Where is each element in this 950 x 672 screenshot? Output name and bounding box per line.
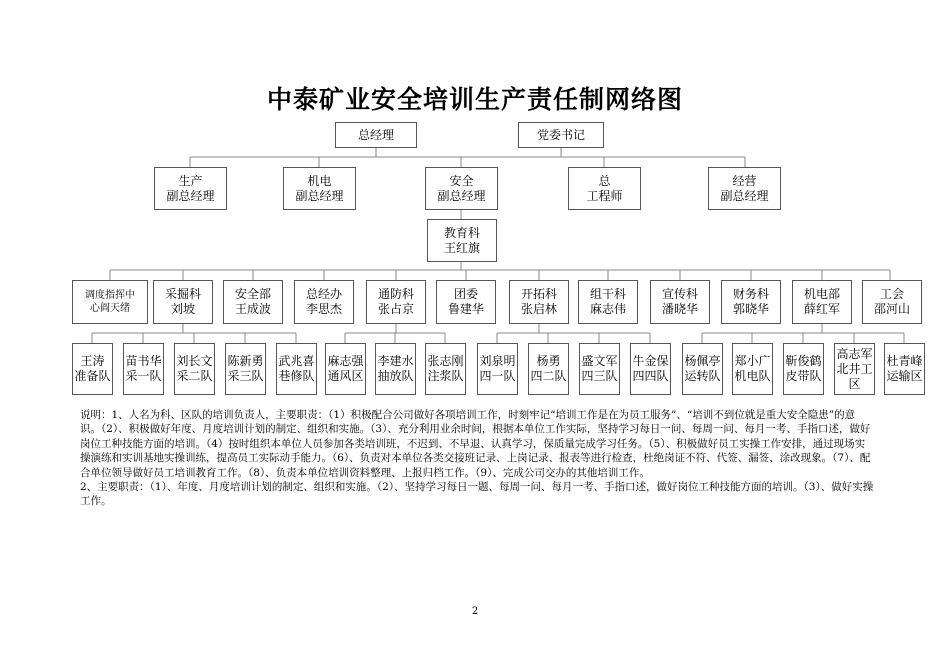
team-4-2: 杨勇 四二队 bbox=[528, 343, 569, 395]
team-grouting: 张志刚 注浆队 bbox=[425, 343, 466, 395]
team-ventilation-area: 麻志强 通风区 bbox=[325, 343, 366, 395]
dept-development: 开拓科 张启林 bbox=[509, 280, 569, 324]
team-roadway-repair: 武兆喜 巷修队 bbox=[276, 343, 317, 395]
description-text bbox=[80, 408, 875, 509]
node-party-secretary: 党委书记 bbox=[518, 122, 604, 148]
team-4-1: 刘泉明 四一队 bbox=[477, 343, 518, 395]
dept-ventilation: 通防科 张占京 bbox=[366, 280, 426, 324]
team-preparation: 王涛 准备队 bbox=[72, 343, 113, 395]
node-chief-engineer: 总 工程师 bbox=[568, 167, 641, 210]
node-education-dept: 教育科 王红旗 bbox=[427, 219, 497, 262]
node-vice-operations: 经营 副总经理 bbox=[708, 167, 781, 210]
node-vice-safety: 安全 副总经理 bbox=[425, 167, 498, 210]
team-4-3: 盛文军 四三队 bbox=[579, 343, 620, 395]
dept-finance: 财务科 郭晓华 bbox=[721, 280, 781, 324]
dept-labor-union: 工会 邵河山 bbox=[862, 280, 922, 324]
dept-safety: 安全部 王成波 bbox=[223, 280, 283, 324]
team-transfer: 杨佩亭 运转队 bbox=[682, 343, 723, 395]
node-general-manager: 总经理 bbox=[335, 122, 417, 148]
team-4-4: 牛金保 四四队 bbox=[630, 343, 671, 395]
page-number: 2 bbox=[471, 606, 479, 617]
description-paragraph-2: 2、主要职责：（1）、年度、月度培训计划的制定、组织和实施。（2）、坚持学习每日一题、每周一问、每月一考、手指口述，做好岗位工种技能方面的培训。（3）、做好实操工作。 bbox=[80, 481, 874, 508]
dept-general-office: 总经办 李思杰 bbox=[294, 280, 354, 324]
dept-dispatch-center: 调度指挥中 心阎天绪 bbox=[72, 280, 148, 324]
description-paragraph-1: 说明：1、人名为科、区队的培训负责人，主要职责：（1）积极配合公司做好各项培训工作，时刻牢记“培训工作是在为员工服务”、“培训不到位就是重大安全隐患”的意识。（2）、积极做好年度、月度培训计划的制定、组织和实施。（3）、充分利用业余时间，根据本单位工作实际，坚持学习每日一问、每周一问、每月一考、手指口述，做好岗位工种技能方面的培训。（4）按时组织本单位人员参加各类培训班，不迟到、不早退、认真学习，保质量完成学习任务。（5）、积极做好员工实操工作安排，通过现场实操演练和实训基地实操训练，提高员工实际动手能力。（6）、负责对本单位各类交接班记录、上岗记录、报表等进行检查，杜绝岗证不符、代签、漏签、涂改现象。（7）、配合单位领导做好员工培训教育工作。（8）、负责本单位培训资料整理、上报归档工作。（9）、完成公司交办的其他培训工作。 bbox=[80, 409, 871, 479]
team-drainage: 李建水 抽放队 bbox=[375, 343, 416, 395]
dept-organization: 组干科 麻志伟 bbox=[578, 280, 638, 324]
dept-mechanical: 机电部 薛红军 bbox=[792, 280, 852, 324]
team-electrical: 郑小广 机电队 bbox=[732, 343, 773, 395]
team-transport: 杜青峰 运输区 bbox=[884, 343, 925, 395]
node-vice-mechanical: 机电 副总经理 bbox=[283, 167, 356, 210]
team-belt: 靳俊鹤 皮带队 bbox=[783, 343, 824, 395]
team-mining-3: 陈新勇 采三队 bbox=[225, 343, 266, 395]
diagram-title: 中泰矿业安全培训生产责任制网络图 bbox=[266, 85, 683, 114]
team-north-well: 高志军 北井工 区 bbox=[834, 343, 875, 395]
dept-publicity: 宣传科 潘晓华 bbox=[650, 280, 710, 324]
team-mining-2: 刘长文 采二队 bbox=[174, 343, 215, 395]
team-mining-1: 苗书华 采一队 bbox=[123, 343, 164, 395]
node-vice-production: 生产 副总经理 bbox=[154, 167, 227, 210]
dept-youth-league: 团委 鲁建华 bbox=[436, 280, 496, 324]
dept-mining: 采掘科 刘坡 bbox=[153, 280, 213, 324]
